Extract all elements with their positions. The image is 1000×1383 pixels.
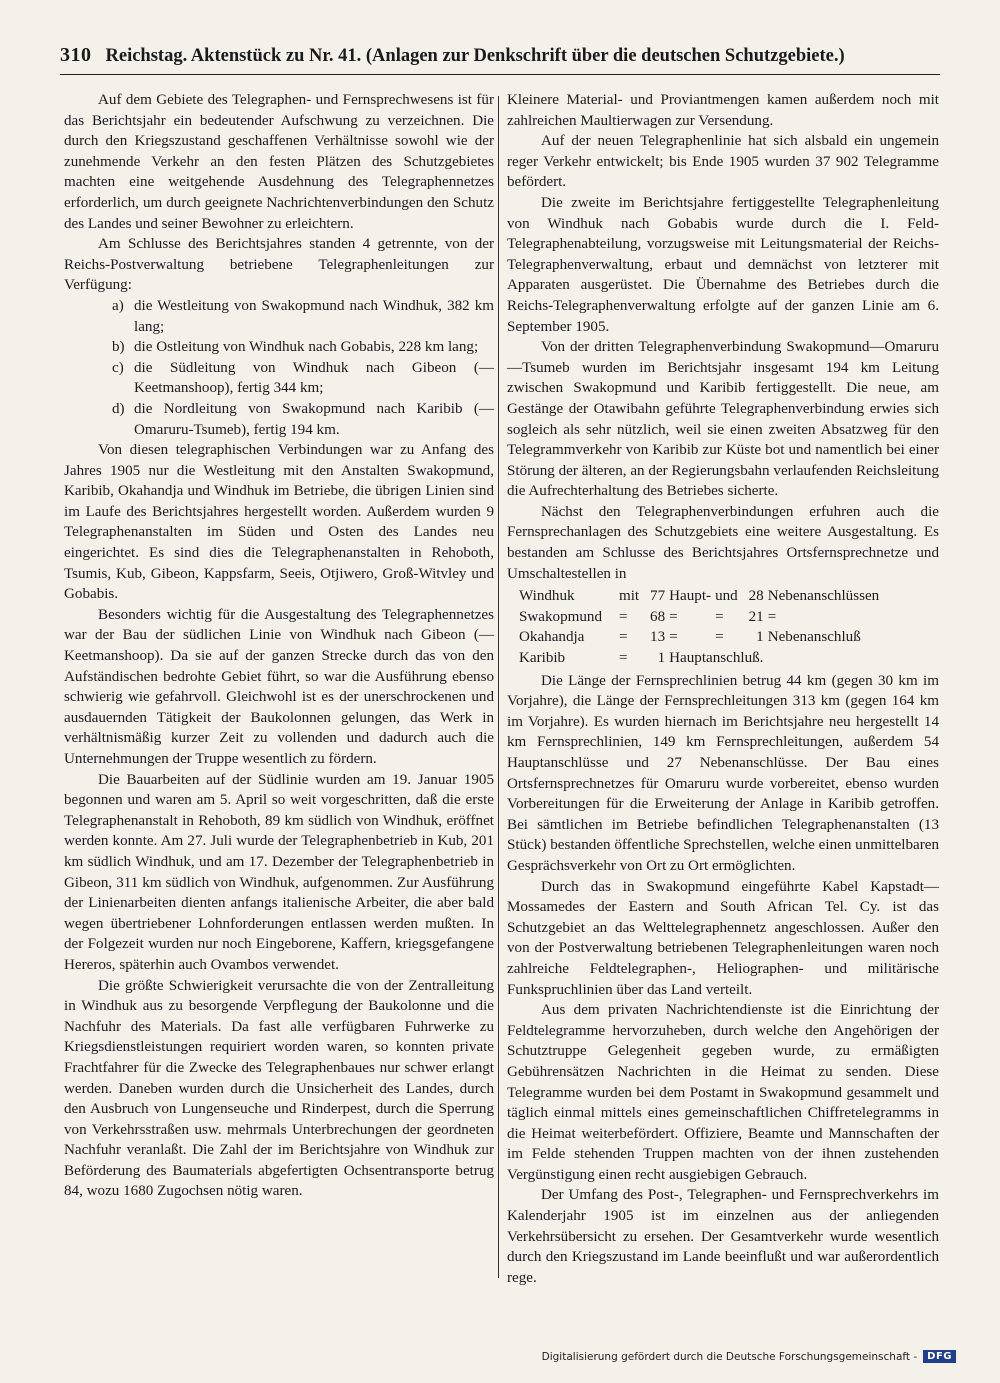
table-cell: = [669, 629, 678, 646]
list-item [112, 399, 494, 440]
paragraph: Von diesen telegraphischen Verbindungen war zu Anfang des Jahres 1905 nur die Westleitung mit den Anstalten Swakopmund, Karibib, Okahandja und Windhuk im Betriebe, die übrigen Linien sind im Laufe des Berichtsjahres hergestellt worden. Außerdem wurden 9 Telegraphenanstalten im Süden und Osten des Landes neu eingerichtet. Es sind dies die Telegraphenanstalten in Rehoboth, Tsumis, Kub, Gibeon, Kappsfarm, Seeis, Otjiwero, Groß-Witvley und Gobabis. [64, 442, 494, 603]
telephone-table [519, 586, 883, 668]
table-cell: Haupt- [669, 588, 712, 605]
table-cell: Swakopmund [519, 608, 603, 625]
list-text: die Südleitung von Windhuk nach Gibeon (—Keetmanshoop), fertig 344 km; [134, 359, 494, 397]
table-cell: = [619, 650, 628, 667]
table-cell: = [715, 608, 724, 625]
list-item [112, 296, 494, 337]
paragraph: Die zweite im Berichtsjahre fertiggestellte Telegraphenleitung von Windhuk nach Gobabis wurde durch die I. Feld-Telegraphenabteilung, vorzugsweise mit Leitungsmaterial der Reichs-Telegraphenverwaltung, erbaut und demnächst von letzterer mit Apparaten ausgerüstet. Die Übernahme des Betriebes durch die Reichs-Telegraphenverwaltung erfolgte auf der ganzen Linie am 6. September 1905. [507, 194, 939, 335]
table-cell: = [669, 608, 678, 625]
paragraph: Durch das in Swakopmund eingeführte Kabel Kapstadt—Mossamedes der Eastern and South African Tel. Cy. ist das Schutzgebiet an das Welttelegraphennetz angeschlossen. Außer den von der Postverwaltung betriebenen Telegraphenleitungen waren noch zahlreiche Feldtelegraphen-, Heliographen- und militärische Funkspruchlinien über das Land verteilt. [507, 878, 939, 998]
page-number: 310 [60, 44, 92, 66]
table-cell: mit [619, 588, 640, 605]
list-text: die Nordleitung von Swakopmund nach Karibib (—Omaruru-Tsumeb), fertig 194 km. [134, 400, 494, 438]
paragraph: Die Bauarbeiten auf der Südlinie wurden am 19. Januar 1905 begonnen und waren am 5. April so weit vorgeschritten, daß die erste Telegraphenanstalt in Rehoboth, 89 km südlich von Windhuk, eröffnet werden konnte. Am 27. Juli wurde der Telegraphenbetrieb in Kub, 201 km südlich Windhuk, und am 17. Dezember der Telegraphenbetrieb in Gibeon, 311 km südlich von Windhuk, aufgenommen. Zur Ausführung der Linienarbeiten dienten anfangs italienische Arbeiter, die aber bald wegen übertriebener Lohnforderungen entlassen werden mußten. In der Folgezeit wurden nur noch Eingeborene, Kaffern, kriegsgefangene Hereros, späterhin auch Ovambos verwendet. [64, 771, 494, 973]
paragraph: Kleinere Material- und Proviantmengen kamen außerdem noch mit zahlreichen Maultierwagen zur Versendung. [507, 92, 939, 129]
table-cell: 1 [657, 650, 666, 667]
table-cell: 21 [748, 608, 764, 625]
list-marker: c) [112, 359, 124, 376]
paragraph: Die größte Schwierigkeit verursachte die von der Zentralleitung in Windhuk aus zu besorgende Verpflegung der Baukolonne und die Nachfuhr des Materials. Da fast alle verfügbaren Fuhrwerke zu Kriegsdienstleistungen requiriert worden waren, so konnten private Frachtfahrer für die Zwecke des Telegraphenbaues nur schwer erlangt werden. Daneben wurden durch die Unsicherheit des Landes, durch den Ausbruch von Lungenseuche und Rinderpest, durch die Sperrung von Verkehrsstraßen usw. mehrmals Unterbrechungen der geordneten Nachfuhr veranlaßt. Die Zahl der im Berichtsjahre von Windhuk zur Beförderung des Baumaterials abgefertigten Ochsentransporte betrug 84, wozu 1680 Zugochsen nötig waren. [64, 977, 494, 1200]
paragraph: Der Umfang des Post-, Telegraphen- und Fernsprechverkehrs im Kalenderjahr 1905 ist im einzelnen aus der anliegenden Verkehrsübersicht zu ersehen. Der Gesamtverkehr wurde wesentlich durch den Kriegszustand im Lande beeinflußt und war außerordentlich rege. [507, 1187, 939, 1286]
table-cell: = [619, 629, 628, 646]
list-item [112, 337, 494, 358]
paragraph: Am Schlusse des Berichtsjahres standen 4 getrennte, von der Reichs-Postverwaltung betriebene Telegraphenleitungen zur Verfügung: [64, 236, 494, 294]
paragraph: Nächst den Telegraphenverbindungen erfuhren auch die Fernsprechanlagen des Schutzgebiets eine weitere Ausgestaltung. Es bestanden am Schlusse des Berichtsjahres Ortsfernsprechnetze und Umschaltestellen in [507, 503, 939, 582]
table-cell: 68 [650, 608, 666, 625]
table-row [519, 627, 883, 648]
paragraph: Aus dem privaten Nachrichtendienste ist die Einrichtung der Feldtelegramme hervorzuheben, durch welche den Angehörigen der Schutztruppe Gelegenheit gegeben wurde, zu ermäßigten Gebührensätzen Nachrichten in die Heimat zu senden. Diese Telegramme wurden bei dem Postamt in Swakopmund gesammelt und täglich einmal mittels eines gemeinschaftlichen Chiffretelegramms in die Heimat weiterbefördert. Offiziere, Beamte und Mannschaften der im Felde stehenden Truppen machten von der ihnen zustehenden Vergünstigung einen recht ausgiebigen Gebrauch. [507, 1002, 939, 1183]
table-cell: = [715, 629, 724, 646]
list-item [112, 358, 494, 399]
list-marker: a) [112, 297, 124, 314]
table-cell: Hauptanschluß. [669, 650, 764, 667]
left-column [64, 90, 494, 1202]
paragraph: Besonders wichtig für die Ausgestaltung des Telegraphennetzes war der Bau der südlichen Linie von Windhuk nach Gibeon (—Keetmanshoop). Da sie auf der ganzen Strecke durch das von den Aufständischen bedrohte Gebiet führt, so war die Ausführung ebenso schwierig wie gefahrvoll. Gleichwohl ist es der unerschrockenen und ausdauernden Tätigkeit der Baukolonnen gelungen, das Werk in verhältnismäßig kurzer Zeit zu vollenden und dadurch auch die Unternehmungen der Truppe wesentlich zu fördern. [64, 606, 494, 767]
dfg-logo: DFG [923, 1350, 956, 1363]
footer-credit: Digitalisierung gefördert durch die Deutsche Forschungsgemeinschaft - [541, 1350, 918, 1363]
header-rule [60, 74, 940, 75]
table-row [519, 607, 883, 628]
table-cell: 13 [650, 629, 666, 646]
table-cell: und [715, 588, 738, 605]
column-divider [498, 96, 499, 1278]
table-cell: Nebenanschluß [767, 629, 861, 646]
table-cell: 1 [756, 629, 764, 646]
digitization-footer [542, 1350, 956, 1363]
list-marker: b) [112, 339, 125, 356]
paragraph: Von der dritten Telegraphenverbindung Swakopmund—Omaruru—Tsumeb wurden im Berichtsjahr insgesamt 194 km Leitung zwischen Swakopmund und Karibib fertiggestellt. Die neue, am Gestänge der Otawibahn geführte Telegraphenverbindung erwies sich sogleich als sehr nützlich, weil sie einen zweiten Absatzweg für den Telegrammverkehr von Karibib zur Küste bot und namentlich bei einer Störung der älteren, an der Regierungsbahn verlaufenden Reichsleitung die Aufrechterhaltung des Betriebes sicherte. [507, 339, 939, 500]
paragraph: Auf dem Gebiete des Telegraphen- und Fernsprechwesens ist für das Berichtsjahr ein bedeutender Aufschwung zu verzeichnen. Die durch den Kriegszustand geschaffenen Verhältnisse sowohl wie der zunehmende Verkehr an den festen Plätzen des Schutzgebietes machten eine weitgehende Ausdehnung des Telegraphennetzes erforderlich, um durch geeignete Nachrichtenverbindungen den Schutz des Landes und seiner Bewohner zu erleichtern. [64, 92, 494, 232]
right-column [507, 90, 939, 1288]
table-cell: = [767, 608, 777, 625]
table-cell: Okahandja [519, 629, 585, 646]
table-cell: 28 [748, 588, 764, 605]
table-cell: = [619, 608, 628, 625]
list-text: die Westleitung von Swakopmund nach Windhuk, 382 km lang; [134, 297, 494, 335]
table-row [519, 648, 883, 669]
line-list [64, 296, 494, 440]
list-text: die Ostleitung von Windhuk nach Gobabis, 228 km lang; [134, 339, 479, 356]
table-cell: Karibib [519, 650, 566, 667]
table-cell: 77 [650, 588, 666, 605]
paragraph: Auf der neuen Telegraphenlinie hat sich alsbald ein ungemein reger Verkehr entwickelt; bis Ende 1905 wurden 37 902 Telegramme befördert. [507, 133, 939, 191]
list-marker: d) [112, 400, 125, 417]
table-cell: Nebenanschlüssen [767, 588, 880, 605]
page-header [60, 44, 940, 67]
table-cell: Windhuk [519, 588, 575, 605]
table-row [519, 586, 883, 607]
running-title: Reichstag. Aktenstück zu Nr. 41. (Anlagen zur Denkschrift über die deutschen Schutzgebiete.) [105, 46, 845, 66]
paragraph: Die Länge der Fernsprechlinien betrug 44 km (gegen 30 km im Vorjahre), die Länge der Fernsprechleitungen 313 km (gegen 164 km im Vorjahre). Es wurden hiernach im Berichtsjahre neu hergestellt 14 km Fernsprechlinien, 149 km Fernsprechleitungen, außerdem 54 Hauptanschlüsse und 27 Nebenanschlüsse. Der Bau eines Ortsfernsprechnetzes für Omaruru wurde vorbereitet, ebenso wurden Vorbereitungen für die Erweiterung der Anlage in Karibib getroffen. Bei sämtlichen im Betriebe befindlichen Telegraphenanstalten (13 Stück) bestanden öffentliche Sprechstellen, welche einen unmittelbaren Gesprächsverkehr von Ort zu Ort ermöglichten. [507, 672, 939, 874]
